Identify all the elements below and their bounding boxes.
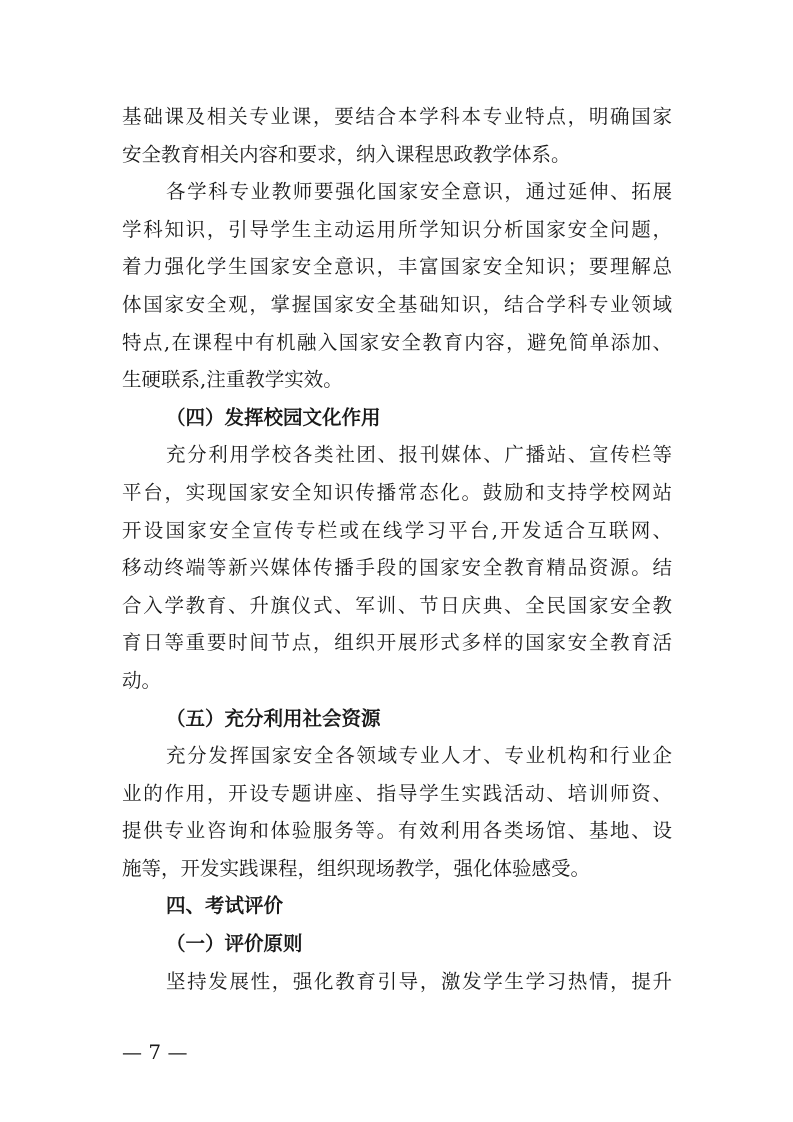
paragraph-line: 提供专业咨询和体验服务等。有效利用各类场馆、基地、设: [122, 819, 672, 843]
paragraph-line: 开设国家安全宣传专栏或在线学习平台,开发适合互联网、: [122, 518, 672, 542]
paragraph-line: 平台，实现国家安全知识传播常态化。鼓励和支持学校网站: [122, 480, 672, 504]
paragraph-line: 移动终端等新兴媒体传播手段的国家安全教育精品资源。结: [122, 556, 672, 580]
page-number: — 7 —: [122, 1040, 188, 1064]
paragraph-line: 各学科专业教师要强化国家安全意识，通过延伸、拓展: [166, 180, 672, 204]
document-body: [122, 98, 672, 1000]
section-heading-evaluation-principles: （一）评价原则: [166, 932, 303, 956]
paragraph-line: 业的作用，开设专题讲座、指导学生实践活动、培训师资、: [122, 781, 672, 805]
paragraph-line: 坚持发展性，强化教育引导，激发学生学习热情，提升: [166, 969, 672, 993]
paragraph-line: 育日等重要时间节点，组织开展形式多样的国家安全教育活: [122, 631, 672, 655]
paragraph-line: 学科知识，引导学生主动运用所学知识分析国家安全问题，: [122, 217, 672, 241]
paragraph-line: 合入学教育、升旗仪式、军训、节日庆典、全民国家安全教: [122, 593, 672, 617]
section-heading-culture: （四）发挥校园文化作用: [166, 405, 381, 429]
section-heading-social-resources: （五）充分利用社会资源: [166, 706, 381, 730]
paragraph-line: 生硬联系,注重教学实效。: [122, 368, 343, 392]
paragraph-line: 充分利用学校各类社团、报刊媒体、广播站、宣传栏等: [166, 443, 672, 467]
paragraph-line: 充分发挥国家安全各领域专业人才、专业机构和行业企: [166, 744, 672, 768]
paragraph-line: 动。: [122, 668, 162, 692]
paragraph-line: 施等，开发实践课程，组织现场教学，强化体验感受。: [122, 856, 591, 880]
paragraph-line: 安全教育相关内容和要求，纳入课程思政教学体系。: [122, 142, 571, 166]
paragraph-line: 特点,在课程中有机融入国家安全教育内容，避免简单添加、: [122, 330, 672, 354]
paragraph-line: 体国家安全观，掌握国家安全基础知识，结合学科专业领域: [122, 292, 672, 316]
paragraph-line: 着力强化学生国家安全意识，丰富国家安全知识；要理解总: [122, 255, 672, 279]
paragraph-line: 基础课及相关专业课，要结合本学科本专业特点，明确国家: [122, 105, 672, 128]
chapter-heading-exam-evaluation: 四、考试评价: [166, 894, 284, 918]
